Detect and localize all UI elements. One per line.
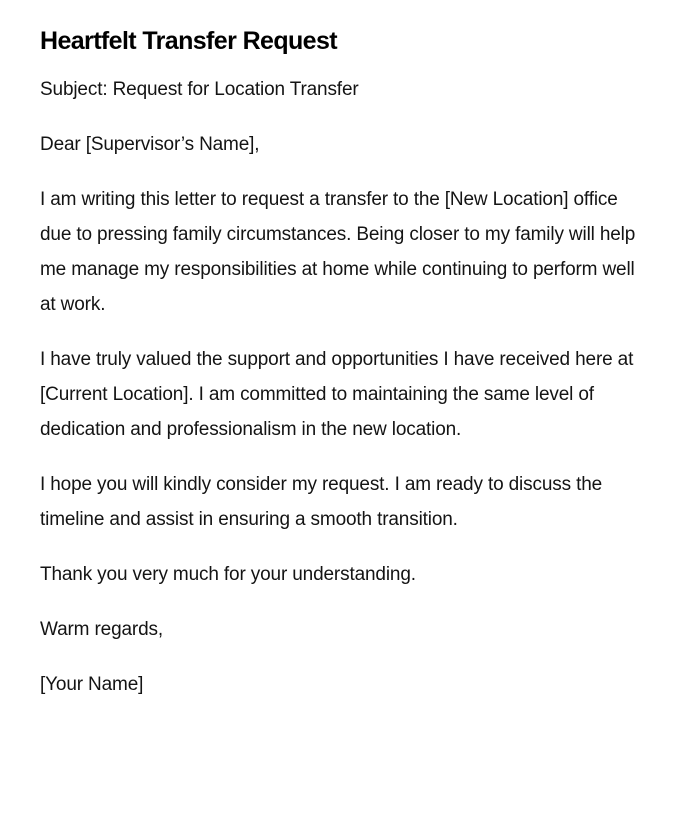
document-title: Heartfelt Transfer Request bbox=[40, 27, 337, 55]
signature: [Your Name] bbox=[40, 674, 144, 695]
body-paragraph-3: I hope you will kindly consider my request. I am ready to discuss the timeline and assist in ensuring a smooth transition. bbox=[40, 474, 603, 530]
body-paragraph-2: I have truly valued the support and opportunities I have received here at [Current Location]. I am committed to maintaining the same level of dedication and professionalism in the new location. bbox=[40, 349, 634, 440]
body-paragraph-1: I am writing this letter to request a transfer to the [New Location] office due to pressing family circumstances. Being closer to my family will help me manage my responsibilities at home while continuing to perform well at work. bbox=[40, 189, 636, 315]
salutation: Dear [Supervisor’s Name], bbox=[40, 134, 260, 155]
body-paragraph-4: Thank you very much for your understanding. bbox=[40, 564, 416, 585]
subject-line: Subject: Request for Location Transfer bbox=[40, 79, 359, 100]
closing: Warm regards, bbox=[40, 619, 163, 640]
